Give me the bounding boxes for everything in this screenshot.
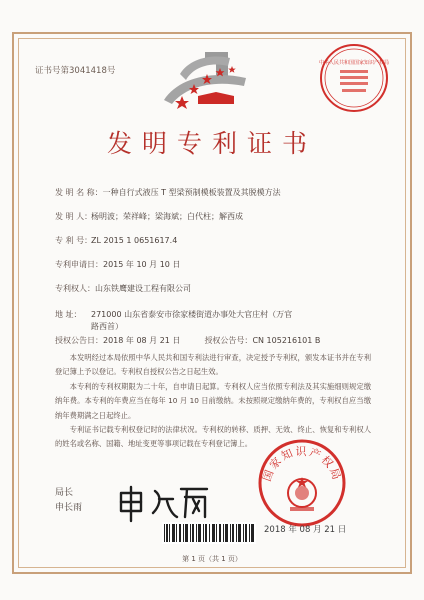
- director-block: [55, 486, 82, 516]
- top-seal-text: 中华人民共和国国家知识产权局: [318, 60, 390, 66]
- grant-number-label: 授权公告号：: [204, 336, 253, 345]
- paragraph-2: 本专利的专利权期限为二十年，自申请日起算。专利权人应当依照专利法及其实施细则规定缴纳年费。本专利的年费应当在每年 10 月 10 日前缴纳。未按照规定缴纳年费的，专利权自应当缴纳年费期满之日起终止。: [55, 382, 371, 420]
- signature-text: 申长雨: [115, 483, 118, 484]
- address-line-1: 271000 山东省泰安市徐家楼街道办事处大官庄村（万官: [91, 310, 293, 319]
- patent-number-row: [55, 235, 177, 246]
- paragraph-1: 本发明经过本局依照中华人民共和国专利法进行审查，决定授予专利权，颁发本证书并在专利登记簿上予以登记。专利权自授权公告之日起生效。: [55, 353, 371, 377]
- invention-name-row: [55, 187, 281, 198]
- filing-date-row: [55, 259, 180, 270]
- paragraph-3: 专利证书记载专利权登记时的法律状况。专利权的转移、质押、无效、终止、恢复和专利权人的姓名或名称、国籍、地址变更等事项记载在专利登记簿上。: [55, 425, 371, 449]
- official-seal-icon: [256, 437, 348, 529]
- patent-number-value: ZL 2015 1 0651617.4: [91, 236, 178, 245]
- seal-date: 2018 年 08 月 21 日: [264, 525, 347, 535]
- address-row: [55, 309, 82, 320]
- official-seal-text: 国家知识产权局: [260, 445, 344, 484]
- grant-number-value: CN 105216101 B: [252, 336, 321, 345]
- patent-office-logo-icon: [150, 44, 270, 116]
- page-title: 发明专利证书: [106, 129, 317, 158]
- filing-date-value: 2015 年 10 月 10 日: [103, 260, 181, 269]
- grant-date-label: 授权公告日：: [55, 336, 103, 345]
- grant-row: [55, 335, 320, 346]
- inventor-value: 杨明波；荣祥峰；梁海斌；白代柱；解西成: [91, 212, 243, 221]
- certificate-number: 证书号第3041418号: [35, 66, 116, 76]
- inventor-label: 发 明 人：: [55, 212, 93, 221]
- invention-name-label: 发 明 名 称：: [55, 188, 103, 197]
- page-number: 第 1 页（共 1 页）: [182, 555, 242, 563]
- director-signature: [115, 483, 211, 523]
- grant-date-value: 2018 年 08 月 21 日: [103, 336, 181, 345]
- invention-name-value: 一种自行式液压 T 型梁预制模板装置及其脱模方法: [102, 188, 281, 197]
- director-name: 申长雨: [55, 503, 83, 513]
- address-line-2: 路西首）: [91, 322, 123, 331]
- filing-date-label: 专利申请日：: [55, 260, 103, 269]
- top-seal-icon: [318, 42, 390, 114]
- patent-holder-value: 山东铁鹰建设工程有限公司: [95, 284, 191, 293]
- patent-number-label: 专 利 号：: [55, 236, 93, 245]
- director-title: 局长: [55, 488, 74, 498]
- patent-holder-label: 专利权人：: [55, 284, 95, 293]
- inventor-row: [55, 211, 243, 222]
- address-label: 地 址：: [55, 310, 82, 319]
- patent-holder-row: [55, 283, 191, 294]
- barcode-icon: [162, 522, 256, 544]
